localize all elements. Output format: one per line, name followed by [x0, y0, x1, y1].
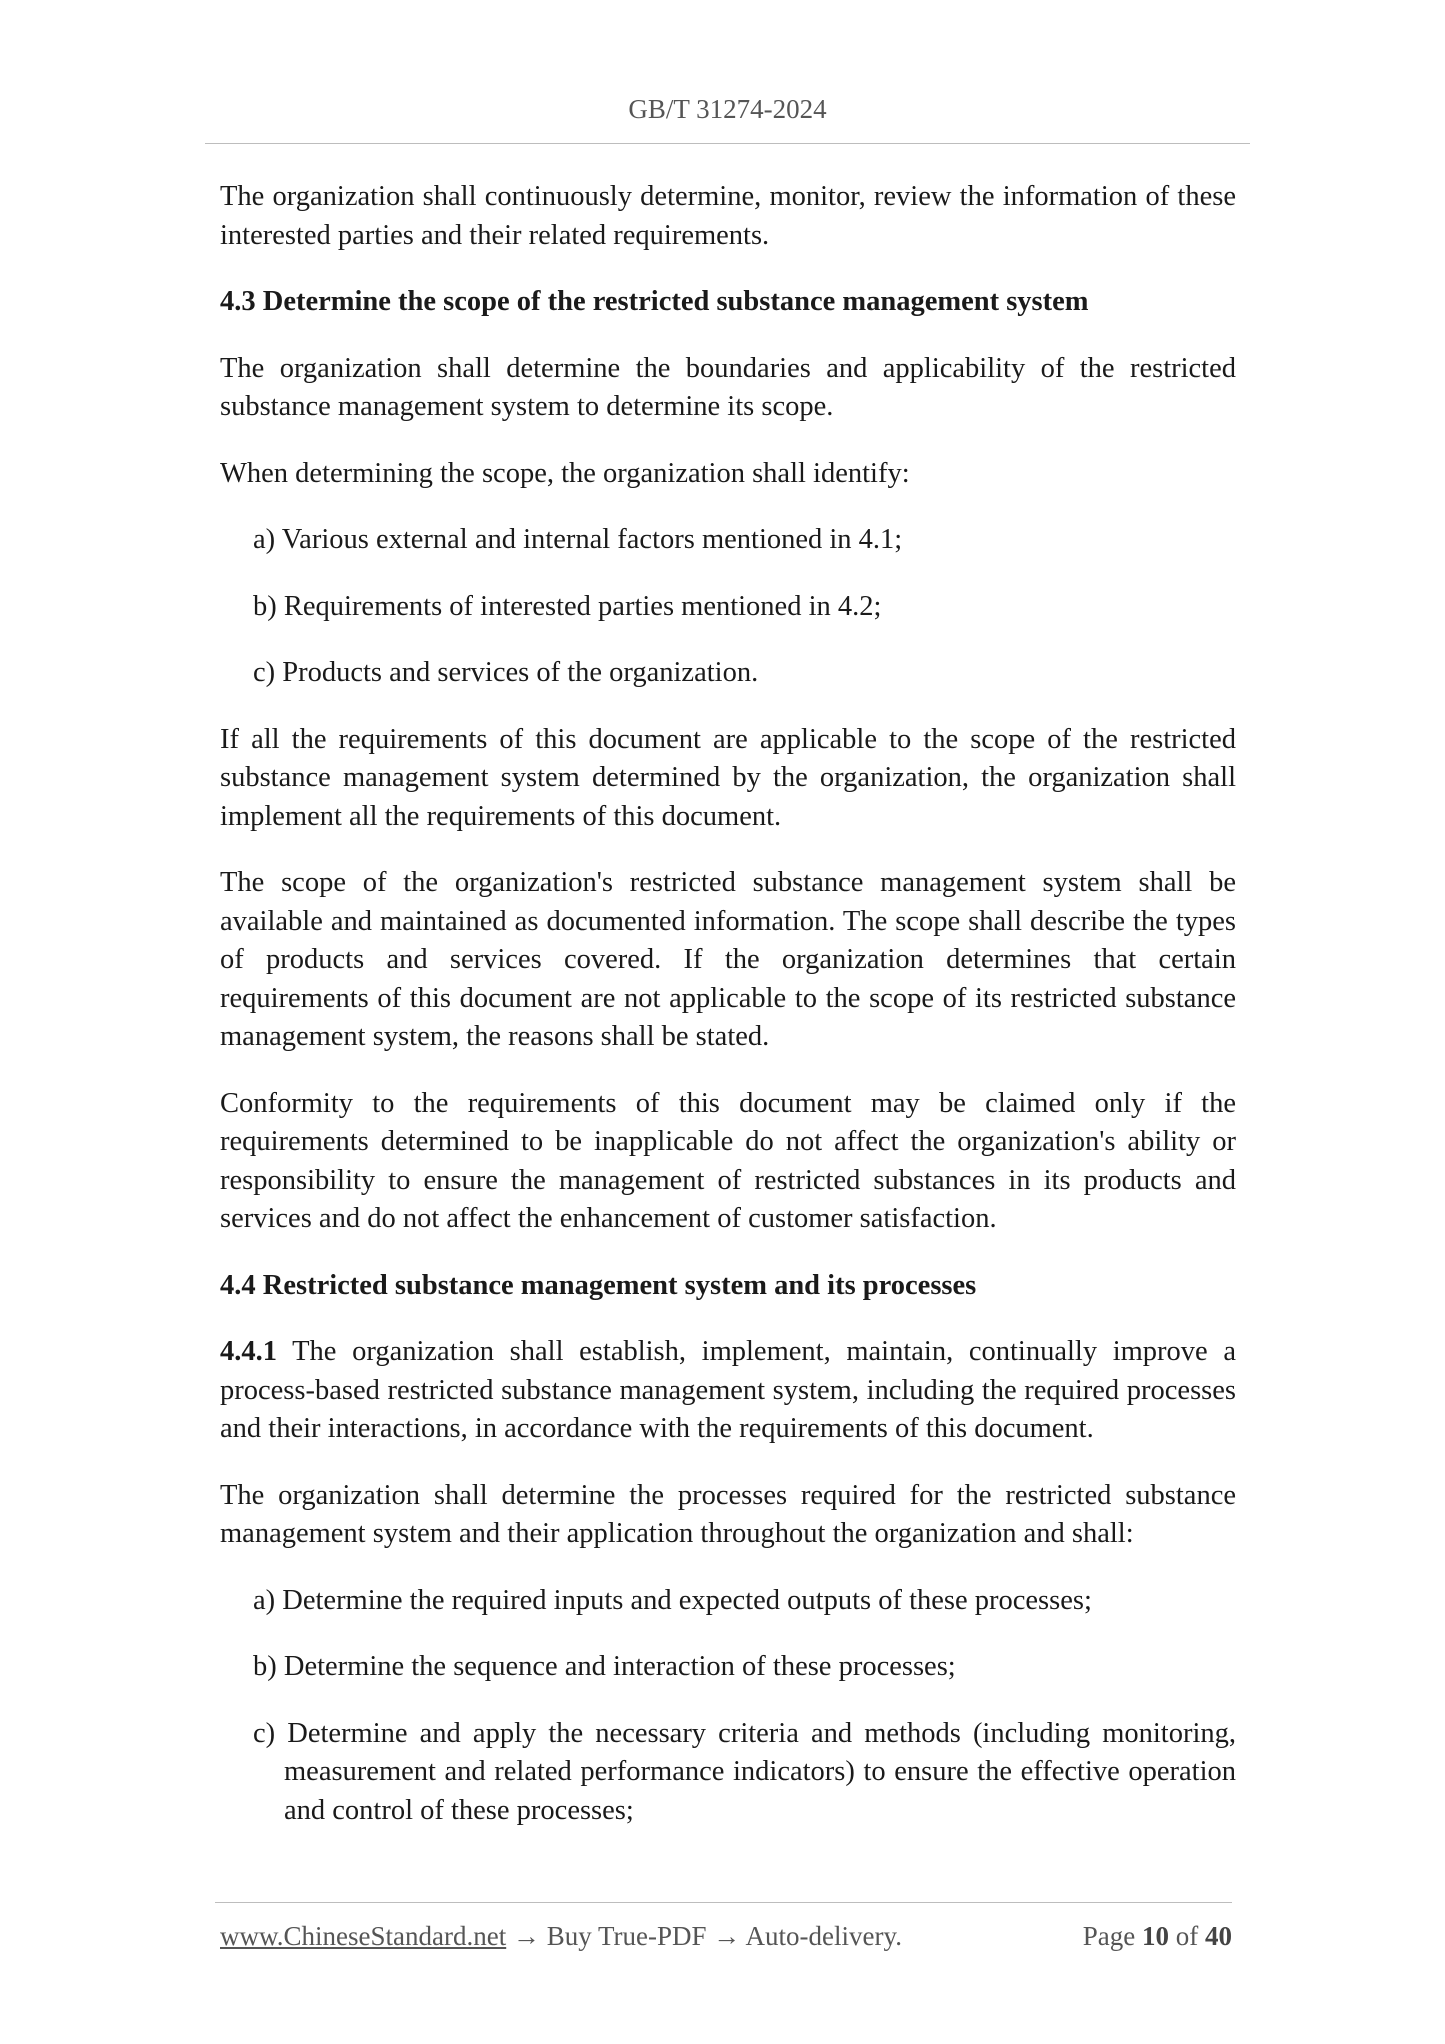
- list-item-scope-b: b) Requirements of interested parties mentioned in 4.2;: [253, 590, 882, 622]
- list-item-scope-c: c) Products and services of the organization.: [253, 657, 759, 688]
- list-item-process-c: c) Determine and apply the necessary criteria and methods (including monitoring, measurement and related performance indicators) to ensure the effective operation and control of these processes;: [253, 1717, 1236, 1826]
- page-number: [1083, 1921, 1232, 1952]
- page-total: 40: [1205, 1921, 1232, 1951]
- page-footer: [220, 1921, 1232, 1952]
- list-item-process-b: b) Determine the sequence and interaction of these processes;: [253, 1651, 956, 1682]
- page-label: Page: [1082, 1921, 1142, 1951]
- list-item-process-a: a) Determine the required inputs and expected outputs of these processes;: [253, 1584, 1092, 1616]
- paragraph-scope-documented: The scope of the organization's restricted substance management system shall be available and maintained as documented information. The scope shall describe the types of products and services covered. If the organization determines that certain requirements of this document are not applicable to the scope of its restricted substance management system, the reasons shall be stated.: [220, 867, 1236, 1052]
- page-current: 10: [1142, 1921, 1169, 1951]
- document-header-title: GB/T 31274-2024: [628, 94, 827, 124]
- footer-promo: [220, 1921, 902, 1952]
- list-item-scope-a: a) Various external and internal factors mentioned in 4.1;: [253, 524, 903, 555]
- header-divider: [205, 143, 1250, 144]
- document-body: [220, 178, 1236, 1858]
- page-of-label: of: [1169, 1921, 1205, 1951]
- section-heading-4-4: 4.4 Restricted substance management system and its processes: [220, 1269, 977, 1301]
- paragraph-interested-parties: The organization shall continuously determine, monitor, review the information of these interested parties and their related requirements.: [220, 181, 1236, 251]
- clause-text-4-4-1: The organization shall establish, implement, maintain, continually improve a process-based restricted substance management system, including the required processes and their interactions, in accordance with the requirements of this document.: [220, 1336, 1236, 1444]
- section-heading-4-3: 4.3 Determine the scope of the restricted substance management system: [220, 286, 1089, 317]
- paragraph-scope-boundaries: The organization shall determine the boundaries and applicability of the restricted substance management system to determine its scope.: [220, 352, 1236, 422]
- paragraph-4-4-1: [220, 1333, 1236, 1449]
- chinese-standard-link[interactable]: www.ChineseStandard.net: [220, 1921, 507, 1951]
- footer-divider: [215, 1902, 1232, 1903]
- paragraph-processes-required: The organization shall determine the processes required for the restricted substance management system and their application throughout the organization and shall:: [220, 1479, 1236, 1549]
- paragraph-requirements-applicable: If all the requirements of this document are applicable to the scope of the restricted substance management system determined by the organization, the organization shall implement all the requirements of this document.: [220, 723, 1236, 832]
- clause-number-4-4-1: 4.4.1: [220, 1336, 277, 1367]
- paragraph-scope-identify: When determining the scope, the organization shall identify:: [220, 457, 910, 489]
- footer-promo-text: → Buy True-PDF → Auto-delivery.: [506, 1921, 902, 1951]
- paragraph-conformity: Conformity to the requirements of this document may be claimed only if the requirements determined to be inapplicable do not affect the organization's ability or responsibility to ensure the management of restricted substances in its products and services and do not affect the enhancement of customer satisfaction.: [220, 1087, 1236, 1234]
